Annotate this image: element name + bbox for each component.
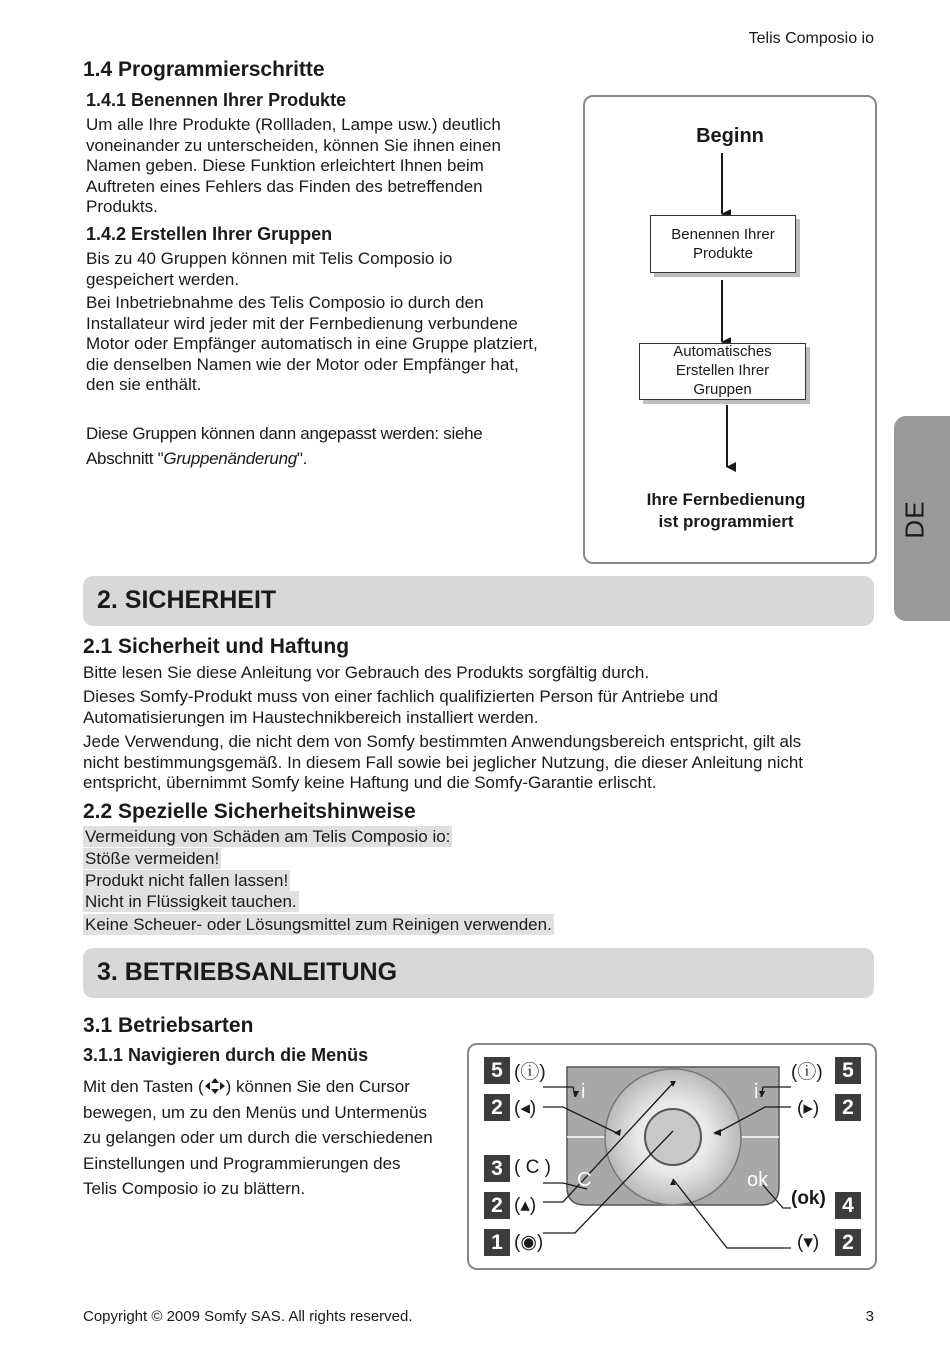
safety-text: Nicht in Flüssigkeit tauchen. (85, 892, 297, 911)
text-line: Gruppen (693, 381, 752, 398)
section-3-title: 3. BETRIEBSANLEITUNG (97, 958, 398, 986)
key-label-center: (◉) (514, 1232, 544, 1253)
device-label-c: C (577, 1169, 592, 1191)
text-line: voneinander zu unterscheiden, können Sie ihnen einen (86, 135, 501, 155)
section-2-2-title: 2.2 Spezielle Sicherheitshinweise (83, 800, 416, 823)
remote-keypad-diagram (467, 1043, 877, 1270)
key-number: 2 (484, 1192, 510, 1219)
copyright-footer: Copyright © 2009 Somfy SAS. All rights reserved. (83, 1308, 413, 1325)
text-line: Namen geben. Diese Funktion erleichtert Ihnen beim (86, 156, 484, 175)
text-line: Automatisches (673, 343, 772, 360)
safety-item (83, 848, 221, 869)
section-3-1-1-title: 3.1.1 Navigieren durch die Menüs (83, 1045, 369, 1065)
section-1-4-1-title: 1.4.1 Benennen Ihrer Produkte (86, 90, 347, 110)
key-number: 2 (484, 1094, 510, 1121)
text-line: zu gelangen oder um durch die verschiedenen (83, 1128, 433, 1147)
section-2-1-p2 (83, 687, 718, 728)
key-label-right: (▸) (797, 1098, 820, 1119)
text-line: gespeichert werden. (86, 269, 240, 289)
key-number: 2 (835, 1229, 861, 1256)
programming-flowchart (583, 95, 877, 564)
text-line (86, 446, 482, 471)
text-line: Erstellen Ihrer (675, 362, 770, 379)
section-2-1-p3 (83, 732, 803, 794)
safety-text: Produkt nicht fallen lassen! (85, 871, 289, 890)
section-3-1-title: 3.1 Betriebsarten (83, 1014, 254, 1037)
text-line: Bei Inbetriebnahme des Telis Composio io durch den (86, 293, 484, 312)
text-line: Produkts. (86, 197, 158, 216)
section-link-text: Gruppenänderung (163, 449, 297, 468)
flow-step-name-products (650, 215, 796, 273)
section-1-4-2-body-2 (86, 293, 538, 396)
device-label-i-left: i (581, 1081, 586, 1103)
section-1-4-2-body-3 (86, 421, 482, 471)
safety-text: Stöße vermeiden! (85, 849, 220, 868)
key-label-c: ( C ) (514, 1157, 551, 1178)
key-label-left: (◂) (514, 1098, 537, 1119)
section-3-banner (83, 948, 874, 998)
text-line: ist programmiert (658, 512, 794, 531)
text-line: den sie enthält. (86, 375, 202, 394)
navigation-arrows-icon (204, 1077, 226, 1095)
key-label-ok: (ok) (791, 1188, 826, 1209)
safety-item (83, 914, 554, 935)
flow-step-create-groups (639, 343, 806, 400)
key-label-up: (▴) (514, 1195, 537, 1216)
text-line: Telis Composio io zu blättern. (83, 1179, 306, 1198)
safety-item (83, 870, 290, 891)
text-fragment: Mit den Tasten ( (83, 1077, 204, 1096)
section-2-1-title: 2.1 Sicherheit und Haftung (83, 635, 350, 658)
text-line: entspricht, übernimmt Somfy keine Haftung und die Somfy-Garantie erlischt. (83, 773, 657, 792)
text-line: Automatisierungen im Haustechnikbereich installiert werden. (83, 707, 539, 727)
text-line: Bis zu 40 Gruppen können mit Telis Composio io (86, 249, 453, 268)
text-line: Einstellungen und Programmierungen des (83, 1153, 401, 1173)
text-line: nicht bestimmungsgemäß. In diesem Fall sowie bei jeglicher Nutzung, die dieser Anleitung nicht (83, 752, 804, 772)
safety-item (83, 891, 299, 912)
language-tab-label: DE (899, 500, 930, 539)
text-line (83, 1074, 433, 1100)
text-line: die denselben Namen wie der Motor oder Empfänger hat, (86, 354, 519, 374)
safety-text: Keine Scheuer- oder Lösungsmittel zum Reinigen verwenden. (85, 915, 552, 934)
key-number: 2 (835, 1094, 861, 1121)
key-number: 5 (835, 1057, 861, 1084)
key-number: 5 (484, 1057, 510, 1084)
key-number: 1 (484, 1229, 510, 1256)
text-line: Diese Gruppen können dann angepasst werden: siehe (86, 424, 483, 443)
section-2-1-p1: Bitte lesen Sie diese Anleitung vor Gebrauch des Produkts sorgfältig durch. (83, 663, 650, 682)
key-label-down: (▾) (797, 1232, 820, 1253)
text-line: Produkte (692, 245, 754, 262)
section-1-4-title: 1.4 Programmierschritte (83, 58, 325, 81)
section-1-4-1-body (86, 115, 501, 218)
center-button (645, 1109, 701, 1165)
flow-start-label: Beginn (696, 125, 764, 147)
text-line: Installateur wird jeder mit der Fernbedienung verbundene (86, 313, 518, 333)
header-product-name: Telis Composio io (748, 30, 874, 47)
text-line: Benennen Ihrer (671, 226, 775, 243)
text-line: Jede Verwendung, die nicht dem von Somfy bestimmten Anwendungsbereich entspricht, gilt als (83, 732, 802, 751)
language-tab (894, 416, 950, 621)
key-number: 3 (484, 1155, 510, 1182)
safety-item (83, 826, 452, 847)
text-line: Auftreten eines Fehlers das Finden des betreffenden (86, 176, 483, 196)
safety-text: Vermeidung von Schäden am Telis Composio io: (85, 827, 451, 846)
text-line: Um alle Ihre Produkte (Rollladen, Lampe usw.) deutlich (86, 115, 501, 134)
key-label-info: (ⓘ) (514, 1062, 546, 1083)
text-line: Motor oder Empfänger automatisch in eine Gruppe platziert, (86, 334, 538, 353)
page-number: 3 (865, 1308, 874, 1325)
text-line: Ihre Fernbedienung (646, 490, 806, 509)
device-label-i-right: i (754, 1081, 759, 1103)
section-1-4-2-body-1 (86, 249, 452, 290)
text-fragment: Abschnitt " (86, 449, 164, 468)
text-fragment: ) können Sie den Cursor (225, 1077, 410, 1096)
section-1-4-2-title: 1.4.2 Erstellen Ihrer Gruppen (86, 224, 333, 244)
text-line: Dieses Somfy-Produkt muss von einer fachlich qualifizierten Person für Antriebe und (83, 687, 718, 706)
flow-end-label (585, 489, 867, 533)
section-3-1-1-body (83, 1074, 433, 1202)
key-label-info-right: (ⓘ) (791, 1062, 823, 1083)
text-line: bewegen, um zu den Menüs und Untermenüs (83, 1102, 427, 1122)
text-fragment: ". (296, 449, 308, 468)
key-number: 4 (835, 1192, 861, 1219)
section-2-banner (83, 576, 874, 626)
section-2-title: 2. SICHERHEIT (97, 586, 277, 614)
device-label-ok: ok (747, 1169, 769, 1191)
